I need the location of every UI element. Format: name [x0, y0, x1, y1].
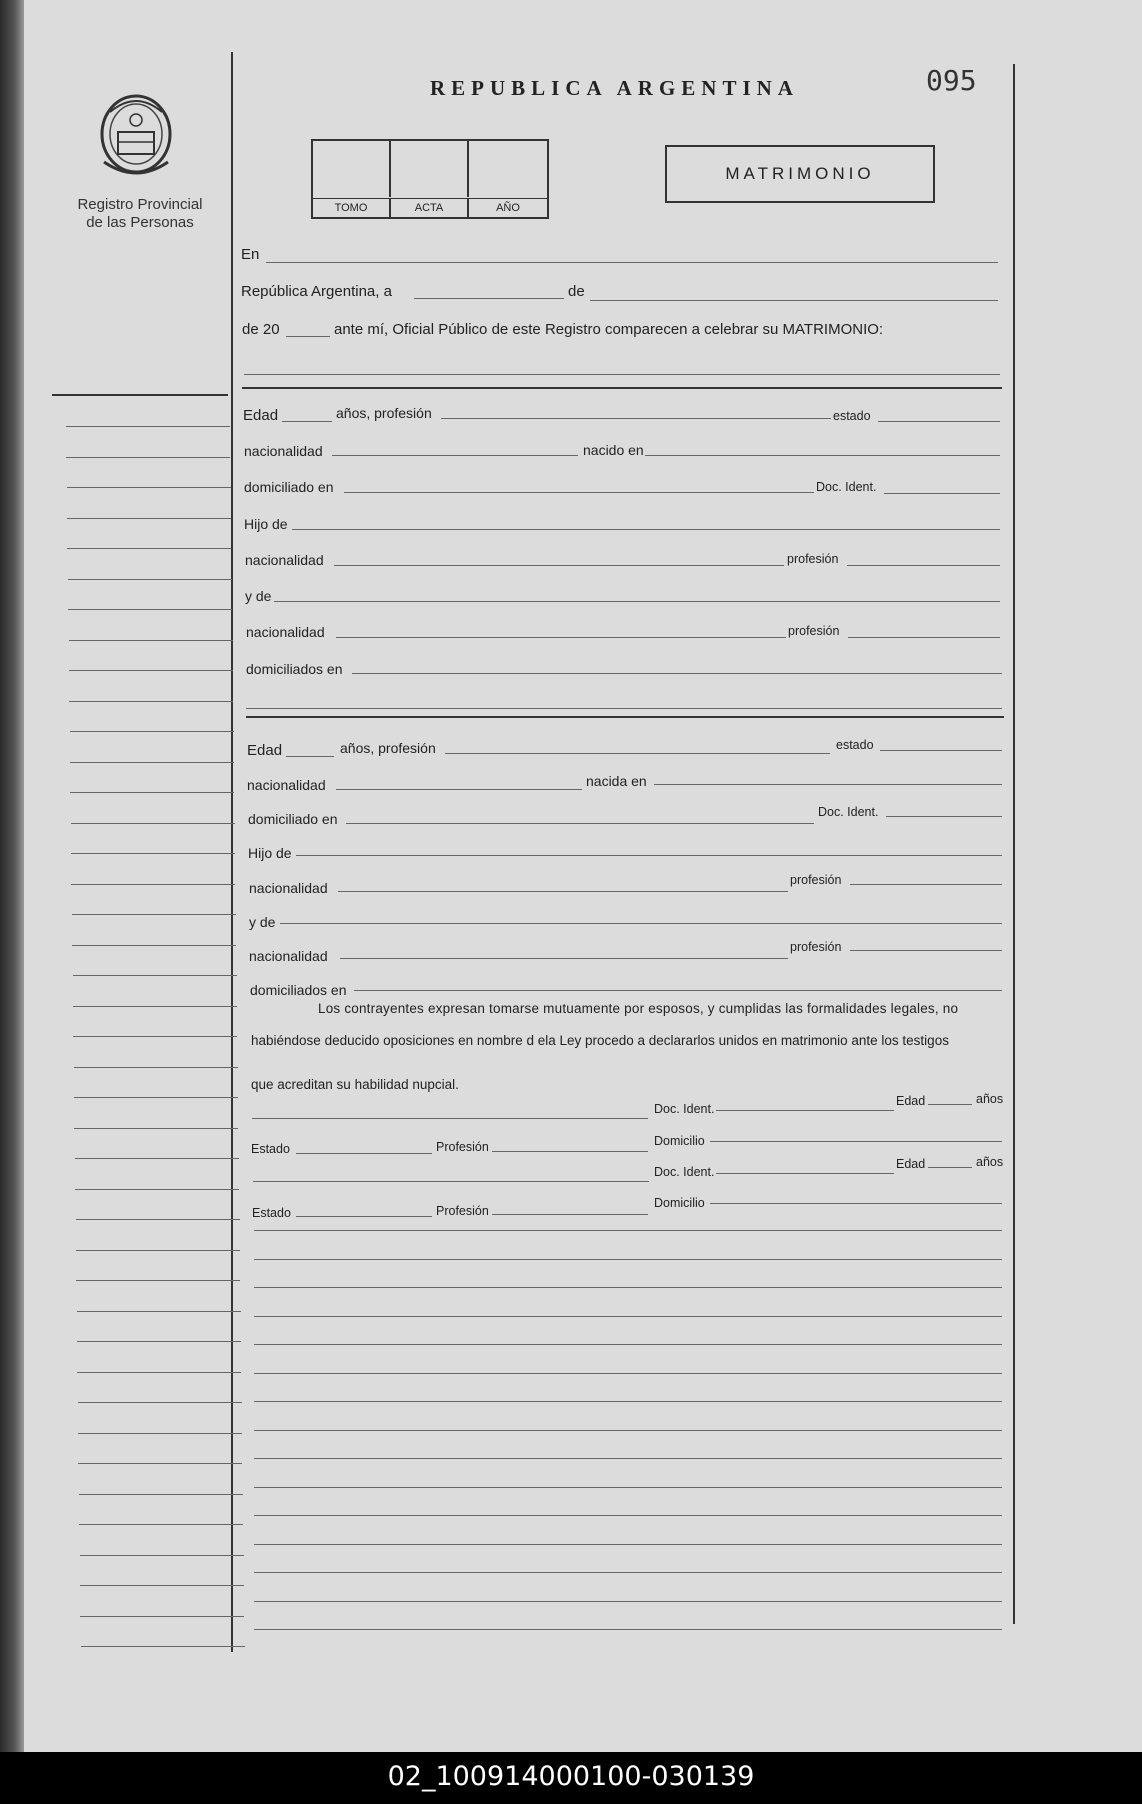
witness-2-edad-label: Edad [896, 1157, 926, 1171]
ano-cell[interactable] [469, 141, 547, 197]
page-title: REPUBLICA ARGENTINA [430, 76, 799, 100]
margin-ruled-line[interactable] [67, 518, 231, 519]
margin-ruled-line[interactable] [77, 1311, 241, 1312]
ruled-line[interactable] [254, 1259, 1002, 1260]
bride-mother-nacionalidad-field[interactable] [340, 958, 788, 959]
bride-mother-profesion-label: profesión [790, 940, 842, 954]
ruled-line[interactable] [254, 1430, 1002, 1431]
bride-domiciliados-field[interactable] [354, 990, 1002, 991]
margin-ruled-line[interactable] [67, 487, 231, 488]
bride-profesion-field[interactable] [445, 753, 830, 754]
witness-2-profesion-field[interactable] [492, 1214, 648, 1215]
witness-2-doc-ident-field[interactable] [716, 1173, 894, 1174]
groom-anos-profesion-label: años, profesión [336, 405, 432, 421]
groom-hijo-field[interactable] [292, 529, 1000, 530]
witness-1-profesion-label: Profesión [436, 1140, 489, 1154]
margin-ruled-line[interactable] [74, 1128, 238, 1129]
record-type-box: MATRIMONIO [665, 145, 935, 203]
margin-ruled-line[interactable] [74, 1067, 238, 1068]
witness-2-domicilio-label: Domicilio [654, 1196, 705, 1210]
groom-hijo-label: Hijo de [244, 516, 288, 532]
margin-ruled-line[interactable] [74, 1097, 238, 1098]
witness-1-doc-ident-label: Doc. Ident. [654, 1102, 715, 1116]
groom-mother-field[interactable] [274, 601, 1000, 602]
ano-label: AÑO [469, 198, 547, 218]
margin-ruled-line[interactable] [66, 457, 230, 458]
witness-1-doc-ident-field[interactable] [716, 1110, 894, 1111]
bride-domiciliados-label: domiciliados en [250, 982, 347, 998]
groom-nacido-label: nacido en [583, 442, 644, 458]
margin-ruled-line[interactable] [70, 792, 234, 793]
margin-ruled-line[interactable] [78, 1433, 242, 1434]
ruled-line[interactable] [254, 1316, 1002, 1317]
witness-2-profesion-label: Profesión [436, 1204, 489, 1218]
witness-1-estado-field[interactable] [296, 1153, 432, 1154]
groom-mother-profesion-label: profesión [788, 624, 840, 638]
margin-ruled-line[interactable] [81, 1646, 245, 1647]
margin-ruled-line[interactable] [71, 823, 235, 824]
margin-ruled-line[interactable] [75, 1158, 239, 1159]
margin-ruled-line[interactable] [73, 1036, 237, 1037]
ruled-line[interactable] [254, 1601, 1002, 1602]
groom-nacionalidad-field[interactable] [332, 455, 578, 456]
bride-anos-profesion-label: años, profesión [340, 740, 436, 756]
witness-2-estado-label: Estado [252, 1206, 291, 1220]
margin-ruled-line[interactable] [66, 426, 230, 427]
margin-ruled-line[interactable] [77, 1372, 241, 1373]
witness-2-edad-field[interactable] [928, 1167, 972, 1168]
margin-ruled-line[interactable] [78, 1463, 242, 1464]
witness-2-anos-label: años [976, 1155, 1004, 1169]
bride-doc-ident-field[interactable] [886, 816, 1002, 817]
groom-domiciliados-label: domiciliados en [246, 661, 343, 677]
groom-y-de-label: y de [245, 588, 272, 604]
day-field[interactable] [414, 298, 564, 299]
bride-estado-label: estado [836, 738, 874, 752]
witness-2-name-field[interactable] [253, 1181, 649, 1182]
ruled-line[interactable] [254, 1515, 1002, 1516]
margin-ruled-line[interactable] [71, 853, 235, 854]
groom-estado-label: estado [833, 409, 871, 423]
margin-ruled-line[interactable] [79, 1494, 243, 1495]
declaration-line-1: Los contrayentes expresan tomarse mutuamente por esposos, y cumplidas las formalidades legales, no [318, 1001, 959, 1016]
groom-father-nacionalidad-field[interactable] [334, 565, 784, 566]
acta-cell[interactable] [391, 141, 469, 197]
margin-ruled-line[interactable] [80, 1555, 244, 1556]
groom-father-profesion-label: profesión [787, 552, 839, 566]
margin-ruled-line[interactable] [72, 914, 236, 915]
witness-2-doc-ident-label: Doc. Ident. [654, 1165, 715, 1179]
ante-mi-label: ante mí, Oficial Público de este Registro comparecen a celebrar su MATRIMONIO: [334, 321, 884, 338]
witness-2-domicilio-field[interactable] [710, 1203, 1002, 1204]
witness-1-anos-label: años [976, 1092, 1004, 1106]
right-margin-rule [1013, 64, 1015, 1624]
registry-name-line1: Registro Provincial [77, 196, 203, 213]
de-label: de [568, 283, 585, 300]
opening-extra-field[interactable] [244, 374, 1000, 375]
ruled-line[interactable] [254, 1230, 1002, 1231]
acta-label: ACTA [391, 198, 469, 218]
tomo-cell[interactable] [313, 141, 391, 197]
groom-nacionalidad-label: nacionalidad [244, 443, 323, 459]
bride-y-de-label: y de [249, 914, 276, 930]
bride-edad-label: Edad [247, 742, 283, 759]
margin-ruled-line[interactable] [77, 1341, 241, 1342]
ruled-line[interactable] [254, 1487, 1002, 1488]
margin-ruled-line[interactable] [73, 1006, 237, 1007]
groom-estado-field[interactable] [878, 421, 1000, 422]
groom-mother-profesion-field[interactable] [848, 637, 1000, 638]
bride-father-profesion-field[interactable] [850, 884, 1002, 885]
witness-1-edad-label: Edad [896, 1094, 926, 1108]
ruled-line[interactable] [254, 1401, 1002, 1402]
groom-mother-nacionalidad-label: nacionalidad [246, 624, 325, 640]
margin-ruled-line[interactable] [69, 670, 233, 671]
witness-1-profesion-field[interactable] [492, 1151, 648, 1152]
groom-doc-ident-label: Doc. Ident. [816, 480, 877, 494]
en-field[interactable] [266, 262, 998, 263]
margin-ruled-line[interactable] [70, 762, 234, 763]
declaration-line-3: que acreditan su habilidad nupcial. [251, 1077, 459, 1092]
bride-domiciliado-label: domiciliado en [248, 811, 338, 827]
bride-edad-field[interactable] [286, 756, 334, 757]
reference-box [311, 139, 549, 219]
bride-estado-field[interactable] [880, 750, 1002, 751]
witness-2-estado-field[interactable] [296, 1216, 432, 1217]
margin-ruled-line[interactable] [72, 945, 236, 946]
bride-nacida-label: nacida en [586, 773, 647, 789]
book-binding [0, 0, 24, 1752]
bride-father-profesion-label: profesión [790, 873, 842, 887]
margin-ruled-line[interactable] [80, 1616, 244, 1617]
ruled-line[interactable] [254, 1544, 1002, 1545]
declaration-line-2: habiéndose deducido oposiciones en nombre d ela Ley procedo a declararlos unidos en matrimonio ante los testigos [251, 1033, 949, 1048]
margin-ruled-line[interactable] [75, 1189, 239, 1190]
margin-ruled-line[interactable] [80, 1585, 244, 1586]
witness-1-domicilio-label: Domicilio [654, 1134, 705, 1148]
margin-ruled-line[interactable] [76, 1280, 240, 1281]
bride-mother-field[interactable] [280, 923, 1002, 924]
ruled-line[interactable] [254, 1344, 1002, 1345]
margin-ruled-line[interactable] [76, 1219, 240, 1220]
bride-nacida-field[interactable] [654, 784, 1002, 785]
ruled-line[interactable] [254, 1287, 1002, 1288]
bride-father-nacionalidad-field[interactable] [338, 891, 788, 892]
witness-1-estado-label: Estado [251, 1142, 290, 1156]
witness-1-domicilio-field[interactable] [710, 1141, 1002, 1142]
bride-domiciliado-field[interactable] [346, 823, 814, 824]
margin-ruled-line[interactable] [73, 975, 237, 976]
groom-father-profesion-field[interactable] [847, 565, 1000, 566]
groom-edad-label: Edad [243, 407, 279, 424]
groom-nacido-field[interactable] [645, 455, 1000, 456]
witness-1-name-field[interactable] [252, 1118, 648, 1119]
provincial-seal-icon [96, 92, 176, 182]
margin-ruled-line[interactable] [71, 884, 235, 885]
groom-domiciliado-label: domiciliado en [244, 479, 334, 495]
de-20-label: de 20 [242, 321, 280, 338]
groom-domiciliados-field[interactable] [352, 673, 1002, 674]
groom-profesion-field[interactable] [441, 418, 831, 419]
ruled-line[interactable] [254, 1572, 1002, 1573]
bride-nacionalidad-field[interactable] [336, 789, 582, 790]
groom-father-nacionalidad-label: nacionalidad [245, 552, 324, 568]
section-divider-1 [242, 387, 1002, 389]
margin-ruled-line[interactable] [68, 579, 232, 580]
margin-ruled-line[interactable] [70, 731, 234, 732]
left-margin-rule [231, 52, 233, 1652]
ruled-line[interactable] [254, 1373, 1002, 1374]
bride-doc-ident-label: Doc. Ident. [818, 805, 879, 819]
margin-ruled-line[interactable] [68, 609, 232, 610]
bride-mother-nacionalidad-label: nacionalidad [249, 948, 328, 964]
margin-ruled-line[interactable] [69, 701, 233, 702]
bride-nacionalidad-label: nacionalidad [247, 777, 326, 793]
month-field[interactable] [590, 300, 998, 301]
folio-number: 095 [926, 64, 977, 97]
ruled-line[interactable] [254, 1629, 1002, 1630]
republica-label: República Argentina, a [241, 283, 392, 300]
section-divider-2 [246, 716, 1004, 718]
margin-ruled-line[interactable] [67, 548, 231, 549]
groom-mother-nacionalidad-field[interactable] [336, 637, 786, 638]
scan-footer: 02_100914000100-030139 [0, 1752, 1142, 1804]
registry-name [60, 196, 220, 232]
bride-hijo-field[interactable] [296, 855, 1002, 856]
groom-doc-ident-field[interactable] [884, 493, 1000, 494]
groom-domiciliados-field-2[interactable] [246, 708, 1002, 709]
bride-mother-profesion-field[interactable] [850, 950, 1002, 951]
year-field[interactable] [286, 336, 330, 337]
bride-hijo-label: Hijo de [248, 845, 292, 861]
margin-divider [52, 394, 228, 396]
en-label: En [241, 246, 260, 263]
tomo-label: TOMO [313, 198, 391, 218]
margin-ruled-line[interactable] [76, 1250, 240, 1251]
groom-edad-field[interactable] [282, 421, 332, 422]
witness-1-edad-field[interactable] [928, 1104, 972, 1105]
groom-domiciliado-field[interactable] [344, 492, 814, 493]
bride-father-nacionalidad-label: nacionalidad [249, 880, 328, 896]
margin-ruled-line[interactable] [69, 640, 233, 641]
registry-name-line2: de las Personas [86, 214, 194, 231]
margin-ruled-line[interactable] [78, 1402, 242, 1403]
ruled-line[interactable] [254, 1458, 1002, 1459]
margin-ruled-line[interactable] [79, 1524, 243, 1525]
